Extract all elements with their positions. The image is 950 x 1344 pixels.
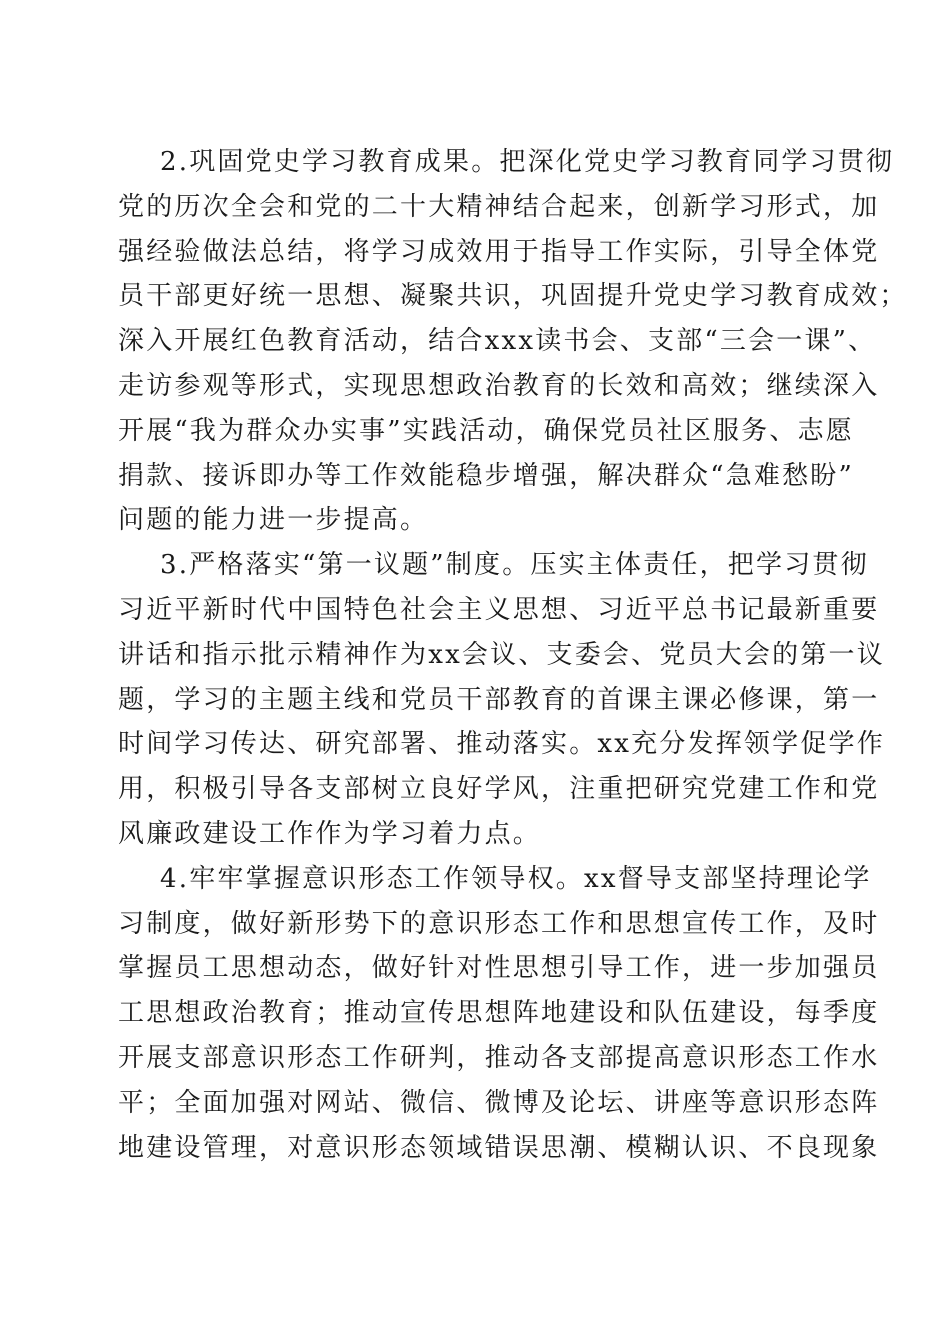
text-line: 题，学习的主题主线和党员干部教育的首课主课必修课，第一 — [118, 684, 880, 715]
text-line: 地建设管理，对意识形态领域错误思潮、模糊认识、不良现象 — [118, 1132, 880, 1163]
text-line: 员干部更好统一思想、凝聚共识，巩固提升党史学习教育成效； — [118, 281, 908, 312]
text-line: 深入开展红色教育活动，结合xxx读书会、支部“三会一课”、 — [118, 326, 877, 357]
text-line: 习制度，做好新形势下的意识形态工作和思想宣传工作，及时 — [118, 908, 880, 939]
document-body — [118, 140, 908, 1170]
text-line: 用，积极引导各支部树立良好学风，注重把研究党建工作和党 — [118, 774, 880, 805]
paragraph-3-first-agenda-item — [118, 543, 885, 857]
text-line: 工思想政治教育；推动宣传思想阵地建设和队伍建设，每季度 — [118, 998, 880, 1029]
text-line: 2.巩固党史学习教育成果。把深化党史学习教育同学习贯彻 — [160, 147, 895, 177]
text-line: 开展支部意识形态工作研判，推动各支部提高意识形态工作水 — [118, 1042, 880, 1073]
text-line: 党的历次全会和党的二十大精神结合起来，创新学习形式，加 — [118, 191, 880, 222]
text-line: 平；全面加强对网站、微信、微博及论坛、讲座等意识形态阵 — [118, 1087, 880, 1118]
text-line: 开展“我为群众办实事”实践活动，确保党员社区服务、志愿 — [118, 415, 854, 446]
text-line: 风廉政建设工作作为学习着力点。 — [118, 818, 542, 849]
text-line: 4.牢牢掌握意识形态工作领导权。xx督导支部坚持理论学 — [160, 863, 872, 894]
text-line: 捐款、接诉即办等工作效能稳步增强，解决群众“急难愁盼” — [118, 460, 854, 491]
text-line: 时间学习传达、研究部署、推动落实。xx充分发挥领学促学作 — [118, 729, 885, 760]
text-line: 问题的能力进一步提高。 — [118, 505, 429, 536]
text-line: 强经验做法总结，将学习成效用于指导工作实际，引导全体党 — [118, 236, 880, 267]
text-line: 习近平新时代中国特色社会主义思想、习近平总书记最新重要 — [118, 594, 880, 625]
text-line: 讲话和指示批示精神作为xx会议、支委会、党员大会的第一议 — [118, 639, 885, 670]
paragraph-4-ideology-work — [118, 857, 880, 1171]
text-line: 3.严格落实“第一议题”制度。压实主体责任，把学习贯彻 — [160, 550, 869, 581]
paragraph-2-consolidate-party-history — [118, 140, 908, 543]
text-line: 掌握员工思想动态，做好针对性思想引导工作，进一步加强员 — [118, 953, 880, 984]
text-line: 走访参观等形式，实现思想政治教育的长效和高效；继续深入 — [118, 370, 880, 401]
